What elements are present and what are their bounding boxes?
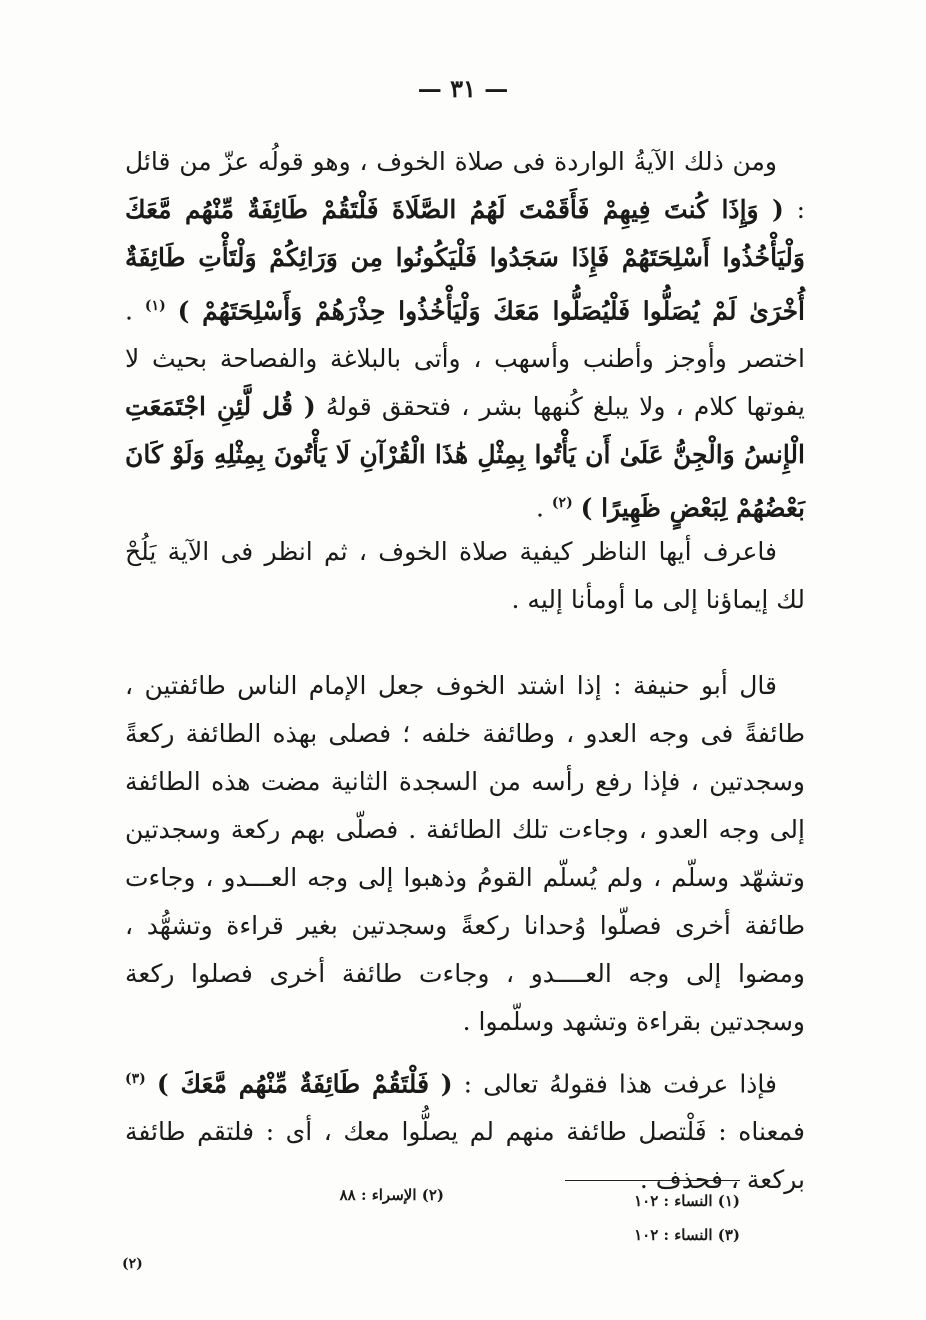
quran-quote-fear-prayer: ( وَإِذَا كُنتَ فِيهِمْ فَأَقَمْتَ لَهُمُ الصَّلَاةَ فَلْتَقُمْ طَائِفَةٌ مِّنْهُم مَّعَكَ وَلْيَأْخُذُوا أَسْلِحَتَهُمْ فَإِذَا سَجَدُوا فَلْيَكُونُوا مِن وَرَائِكُمْ وَلْتَأْتِ طَائِفَةٌ أُخْرَىٰ لَمْ يُصَلُّوا فَلْيُصَلُّوا مَعَكَ وَلْيَأْخُذُوا حِذْرَهُمْ وَأَسْلِحَتَهُمْ ) (125, 195, 805, 326)
footnote-1: (١) النساء : ١٠٢ (634, 1192, 740, 1210)
paragraph-rest-text: فمعناه : فَلْتصل طائفة منهم لم يصلُّوا معك ، أى : فلتقم طائفة بركعة ، فحذف . (125, 1117, 805, 1195)
signature-mark: (٢) (122, 1256, 143, 1272)
footnote-3: (٣) النساء : ١٠٢ (634, 1226, 740, 1244)
paragraph-verse-fear-prayer (125, 138, 805, 533)
footnote-marker-1: (١) (144, 298, 166, 314)
paragraph-mid-text: . اختصر وأوجز وأطنب وأسهب ، وأتى بالبلاغة والفصاحة بحيث لا يفوتها كلام ، ولا يبلغ كُنهها بشر ، فتحقق قولهُ (125, 296, 805, 422)
paragraph-abu-hanifa: قال أبو حنيفة : إذا اشتد الخوف جعل الإمام الناس طائفتين ، طائفةً فى وجه العدو ، وطائفة خلفه ؛ فصلى بهذه الطائفة ركعةً وسجدتين ، فإذا رفع رأسه من السجدة الثانية مضت هذه الطائفة إلى وجه العدو ، وجاءت تلك الطائفة . فصلّى بهم ركعة وسجدتين وتشهّد وسلّم ، ولم يُسلّم القومُ وذهبوا إلى وجه العـــدو ، وجاءت طائفة أخرى فصلّوا وُحدانا ركعةً وسجدتين بغير قراءة وتشهُّد ، ومضوا إلى وجه العــــدو ، وجاءت طائفة أخرى فصلوا ركعة وسجدتين بقراءة وتشهد وسلّموا . (125, 671, 805, 1036)
footnote-marker-2: (٢) (551, 495, 573, 512)
footnotes (250, 1184, 740, 1254)
paragraph-know-reader: فاعرف أيها الناظر كيفية صلاة الخوف ، ثم انظر فى الآية يَلُحْ لك إيماؤنا إلى ما أومأنا إليه . (125, 537, 805, 614)
paragraph-end-text: . (536, 493, 544, 523)
page-number: — ٣١ — (417, 74, 509, 103)
quran-quote-challenge: ( قُل لَّئِنِ اجْتَمَعَتِ الْإِنسُ وَالْجِنُّ عَلَىٰ أَن يَأْتُوا بِمِثْلِ هَٰذَا الْقُرْآنِ لَا يَأْتُونَ بِمِثْلِهِ وَلَوْ كَانَ بَعْضُهُمْ لِبَعْضٍ ظَهِيرًا ) (125, 392, 805, 523)
paragraph-intro-text: ومن ذلك الآيةُ الواردة فى صلاة الخوف ، وهو قولُه عزّ من قائل : (125, 147, 805, 224)
paragraph-meaning (125, 1055, 805, 1204)
footnote-2: (٢) الإسراء : ٨٨ (339, 1186, 444, 1204)
footnote-marker-3: (٣) (125, 1071, 146, 1087)
footnote-divider (565, 1180, 740, 1181)
paragraph-intro-text: فإذا عرفت هذا فقولهُ تعالى : (452, 1069, 777, 1099)
quran-quote-stand-group: ( فَلْتَقُمْ طَائِفَةٌ مِّنْهُم مَّعَكَ ) (156, 1069, 453, 1099)
